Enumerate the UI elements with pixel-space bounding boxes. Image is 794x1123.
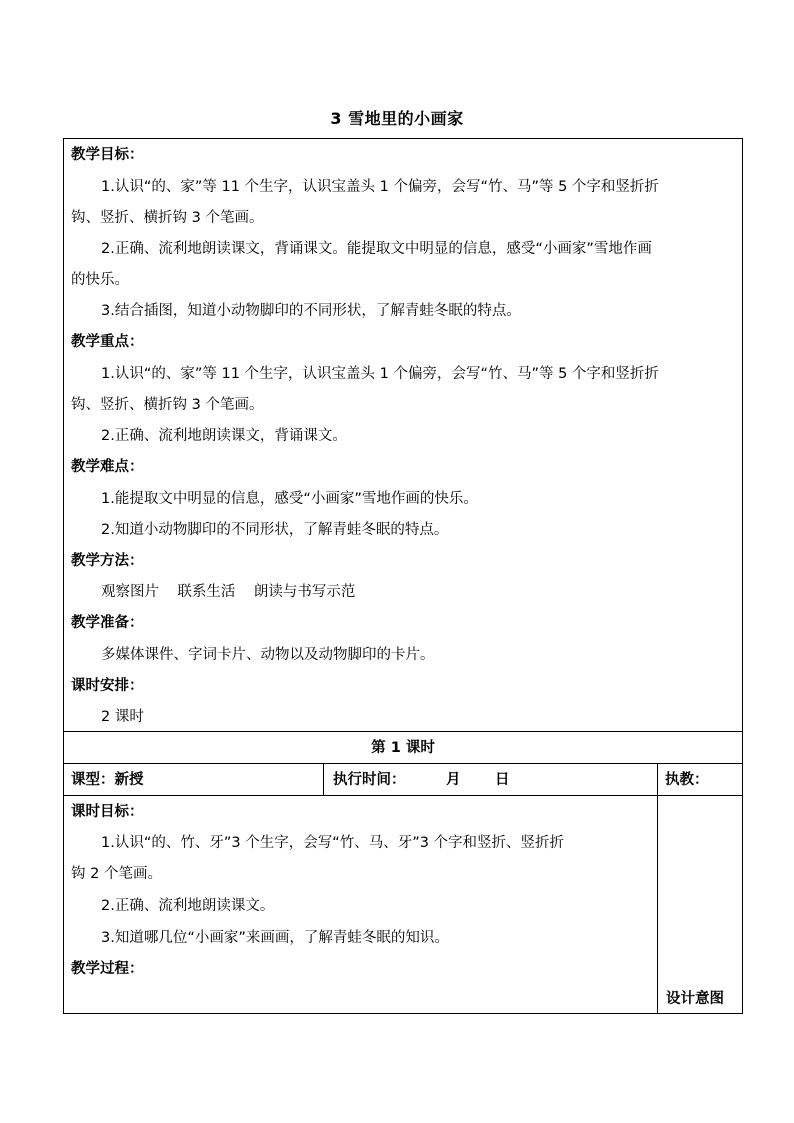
goal-item-1: 1.认识“的、家”等 11 个生字，认识宝盖头 1 个偏旁，会写“竹、马”等 5 个字和竖折折 bbox=[101, 179, 659, 195]
column-divider bbox=[323, 763, 324, 795]
month-label: 月 bbox=[446, 772, 461, 788]
key-point-1-cont: 钩、竖折、横折钩 3 个笔画。 bbox=[71, 397, 264, 413]
lesson-goal-1-cont: 钩 2 个笔画。 bbox=[71, 866, 162, 882]
lesson-goal-2: 2.正确、流利地朗读课文。 bbox=[101, 898, 275, 914]
goal-item-2-cont: 的快乐。 bbox=[71, 272, 129, 288]
key-point-1: 1.认识“的、家”等 11 个生字，认识宝盖头 1 个偏旁，会写“竹、马”等 5 个字和竖折折 bbox=[101, 366, 659, 382]
difficulties-heading: 教学难点： bbox=[71, 459, 144, 475]
schedule-heading: 课时安排： bbox=[71, 678, 144, 694]
day-label: 日 bbox=[495, 772, 510, 788]
goal-item-1-cont: 钩、竖折、横折钩 3 个笔画。 bbox=[71, 210, 264, 226]
difficulty-1: 1.能提取文中明显的信息，感受“小画家”雪地作画的快乐。 bbox=[101, 491, 478, 507]
schedule-text: 2 课时 bbox=[101, 709, 144, 725]
document-title: 3 雪地里的小画家 bbox=[330, 109, 464, 128]
key-points-heading: 教学重点： bbox=[71, 334, 144, 350]
teaching-process-heading: 教学过程： bbox=[71, 961, 144, 977]
row-divider bbox=[63, 731, 743, 732]
lesson-type-label: 课型：新授 bbox=[71, 772, 144, 788]
column-divider bbox=[657, 763, 658, 1014]
design-intent-label: 设计意图 bbox=[666, 991, 724, 1007]
lesson-plan-table bbox=[63, 138, 743, 1014]
teacher-label: 执教： bbox=[665, 772, 709, 788]
goal-item-3: 3.结合插图，知道小动物脚印的不同形状，了解青蛙冬眠的特点。 bbox=[101, 303, 521, 319]
execution-time-label: 执行时间： bbox=[333, 772, 406, 788]
lesson-goal-1: 1.认识“的、竹、牙”3 个生字，会写“竹、马、牙”3 个字和竖折、竖折折 bbox=[101, 835, 565, 851]
goal-item-2: 2.正确、流利地朗读课文，背诵课文。能提取文中明显的信息，感受“小画家”雪地作画 bbox=[101, 241, 652, 257]
difficulty-2: 2.知道小动物脚印的不同形状，了解青蛙冬眠的特点。 bbox=[101, 522, 449, 538]
lesson-heading: 第 1 课时 bbox=[371, 740, 435, 756]
lesson-goals-heading: 课时目标： bbox=[71, 804, 144, 820]
key-point-2: 2.正确、流利地朗读课文，背诵课文。 bbox=[101, 428, 347, 444]
goals-heading: 教学目标： bbox=[71, 147, 144, 163]
lesson-goal-3: 3.知道哪几位“小画家”来画画，了解青蛙冬眠的知识。 bbox=[101, 930, 449, 946]
methods-heading: 教学方法： bbox=[71, 553, 144, 569]
methods-text: 观察图片 联系生活 朗读与书写示范 bbox=[101, 584, 356, 600]
preparation-text: 多媒体课件、字词卡片、动物以及动物脚印的卡片。 bbox=[101, 647, 435, 663]
row-divider bbox=[63, 763, 743, 764]
row-divider bbox=[63, 795, 743, 796]
preparation-heading: 教学准备： bbox=[71, 615, 144, 631]
